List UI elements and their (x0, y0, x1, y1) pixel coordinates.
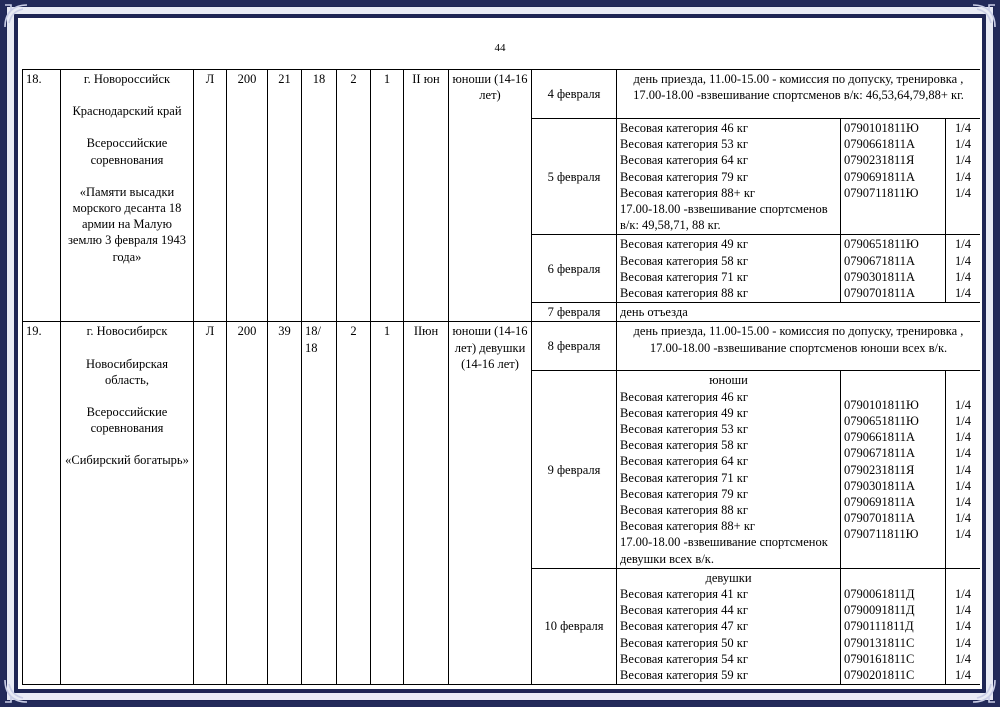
code-item: 0790101811Ю (844, 397, 919, 412)
code-item: 0790231811Я (844, 462, 915, 477)
event-col-d: 1 (371, 322, 404, 685)
day-codes (841, 371, 946, 568)
category-item: Весовая категория 41 кг (620, 587, 748, 602)
fraction-item: 1/4 (955, 153, 971, 168)
day-date: 6 февраля (532, 235, 617, 303)
event-number: 18. (23, 70, 61, 322)
code-item: 0790161811С (844, 651, 915, 666)
fraction-item: 1/4 (955, 237, 971, 252)
group-heading: девушки (705, 570, 752, 585)
code-item: 0790711811Ю (844, 527, 919, 542)
category-item: Весовая категория 49 кг (620, 405, 748, 420)
day-description: день приезда, 11.00-15.00 - комиссия по допуску, тренировка , 17.00-18.00 -взвешивание спортсменов юноши всех в/к. (617, 322, 981, 371)
fraction-item: 1/4 (955, 430, 971, 445)
day-date: 4 февраля (532, 70, 617, 119)
event-title: «Сибирский богатырь» (65, 453, 189, 468)
schedule-table (22, 69, 980, 685)
table-row (23, 322, 981, 371)
schedule-table-container (22, 69, 980, 687)
event-city: г. Новороссийск (83, 72, 171, 86)
day-fractions (946, 235, 981, 303)
category-item: Весовая категория 88+ кг (620, 185, 756, 200)
category-item: Весовая категория 88 кг (620, 503, 748, 518)
category-item: Весовая категория 49 кг (620, 237, 748, 252)
category-item: Весовая категория 50 кг (620, 635, 748, 650)
day-fractions (946, 568, 981, 684)
fraction-item: 1/4 (955, 494, 971, 509)
fraction-item: 1/4 (955, 527, 971, 542)
event-col-200: 200 (227, 70, 268, 322)
category-item: Весовая категория 64 кг (620, 153, 748, 168)
corner-ornament-icon (969, 1, 999, 31)
code-item: 0790091811Д (844, 603, 915, 618)
group-heading: юноши (709, 373, 748, 388)
category-item: Весовая категория 71 кг (620, 269, 748, 284)
code-item: 0790061811Д (844, 587, 915, 602)
event-place (61, 70, 194, 322)
event-col-200: 200 (227, 322, 268, 685)
code-item: 0790111811Д (844, 619, 914, 634)
fraction-item: 1/4 (955, 478, 971, 493)
event-col-a: 21 (268, 70, 302, 322)
fraction-item: 1/4 (955, 511, 971, 526)
day-fractions (946, 371, 981, 568)
code-item: 0790691811А (844, 169, 916, 184)
event-participants: юноши (14-16 лет) (449, 70, 532, 322)
category-item: Весовая категория 47 кг (620, 619, 748, 634)
page-number: 44 (494, 42, 506, 54)
day-date: 10 февраля (532, 568, 617, 684)
event-col-l: Л (194, 322, 227, 685)
event-level: Всероссийские соревнования (86, 136, 168, 167)
weigh-in-note: 17.00-18.00 -взвешивание спортсменов в/к: 49,58,71, 88 кг. (620, 202, 828, 233)
code-item: 0790201811С (844, 668, 915, 683)
code-item: 0790671811А (844, 446, 916, 461)
category-item: Весовая категория 64 кг (620, 454, 748, 469)
code-item: 0790651811Ю (844, 413, 919, 428)
category-item: Весовая категория 54 кг (620, 651, 748, 666)
category-item: Весовая категория 88 кг (620, 286, 748, 301)
corner-ornament-icon (1, 1, 31, 31)
code-item: 0790671811А (844, 253, 916, 268)
event-title: «Памяти высадки морского десанта 18 армии на Малую землю 3 февраля 1943 года» (67, 184, 187, 264)
category-item: Весовая категория 79 кг (620, 486, 748, 501)
code-item: 0790131811С (844, 635, 915, 650)
code-item: 0790651811Ю (844, 237, 919, 252)
code-item: 0790701811А (844, 511, 916, 526)
code-item: 0790691811А (844, 494, 916, 509)
table-row (23, 70, 981, 119)
category-item: Весовая категория 71 кг (620, 470, 748, 485)
weigh-in-note: 17.00-18.00 -взвешивание спортсменок девушки всех в/к. (620, 535, 828, 566)
day-categories (617, 371, 841, 568)
category-item: Весовая категория 79 кг (620, 169, 748, 184)
category-item: Весовая категория 53 кг (620, 422, 748, 437)
category-item: Весовая категория 46 кг (620, 121, 748, 135)
day-codes (841, 235, 946, 303)
day-categories (617, 235, 841, 303)
fraction-item: 1/4 (955, 269, 971, 284)
event-col-d: 1 (371, 70, 404, 322)
event-region: Краснодарский край (72, 104, 182, 119)
event-col-c: 2 (337, 322, 371, 685)
event-place (61, 322, 194, 685)
event-participants: юноши (14-16 лет) девушки (14-16 лет) (449, 322, 532, 685)
category-item: Весовая категория 88+ кг (620, 519, 756, 534)
day-date: 9 февраля (532, 371, 617, 568)
fraction-item: 1/4 (955, 253, 971, 268)
fraction-item: 1/4 (955, 462, 971, 477)
event-region: Новосибирская область, (86, 356, 168, 387)
code-item: 0790711811Ю (844, 185, 919, 200)
day-description: день отъезда (617, 303, 981, 322)
event-rank: II юн (404, 70, 449, 322)
code-item: 0790231811Я (844, 153, 915, 168)
code-item: 0790701811А (844, 286, 916, 301)
category-item: Весовая категория 58 кг (620, 438, 748, 453)
day-fractions (946, 119, 981, 235)
event-col-b: 18 (302, 70, 337, 322)
day-date: 5 февраля (532, 119, 617, 235)
event-city: г. Новосибирск (86, 324, 168, 339)
day-codes (841, 568, 946, 684)
fraction-item: 1/4 (955, 185, 971, 200)
fraction-item: 1/4 (955, 413, 971, 428)
code-item: 0790301811А (844, 478, 916, 493)
fraction-item: 1/4 (955, 286, 971, 301)
fraction-item: 1/4 (955, 397, 971, 412)
fraction-item: 1/4 (955, 121, 971, 135)
event-col-a: 39 (268, 322, 302, 685)
event-col-l: Л (194, 70, 227, 322)
code-item: 0790301811А (844, 269, 916, 284)
fraction-item: 1/4 (955, 169, 971, 184)
code-item: 0790661811А (844, 430, 916, 445)
code-item: 0790101811Ю (844, 121, 919, 135)
event-number: 19. (23, 322, 61, 685)
day-date: 8 февраля (532, 322, 617, 371)
fraction-item: 1/4 (955, 619, 971, 634)
category-item: Весовая категория 44 кг (620, 603, 748, 618)
fraction-item: 1/4 (955, 446, 971, 461)
day-description: день приезда, 11.00-15.00 - комиссия по допуску, тренировка , 17.00-18.00 -взвешивание спортсменов в/к: 46,53,64,79,88+ кг. (617, 70, 981, 119)
day-categories (617, 568, 841, 684)
fraction-item: 1/4 (955, 668, 971, 683)
category-item: Весовая категория 46 кг (620, 389, 748, 404)
fraction-item: 1/4 (955, 137, 971, 152)
event-col-b: 18/ 18 (302, 322, 337, 685)
day-codes (841, 119, 946, 235)
event-col-c: 2 (337, 70, 371, 322)
day-categories (617, 119, 841, 235)
fraction-item: 1/4 (955, 635, 971, 650)
fraction-item: 1/4 (955, 651, 971, 666)
category-item: Весовая категория 53 кг (620, 137, 748, 152)
event-level: Всероссийские соревнования (86, 405, 168, 436)
day-date: 7 февраля (532, 303, 617, 322)
code-item: 0790661811А (844, 137, 916, 152)
fraction-item: 1/4 (955, 603, 971, 618)
category-item: Весовая категория 58 кг (620, 253, 748, 268)
event-rank: IIюн (404, 322, 449, 685)
category-item: Весовая категория 59 кг (620, 668, 748, 683)
fraction-item: 1/4 (955, 587, 971, 602)
